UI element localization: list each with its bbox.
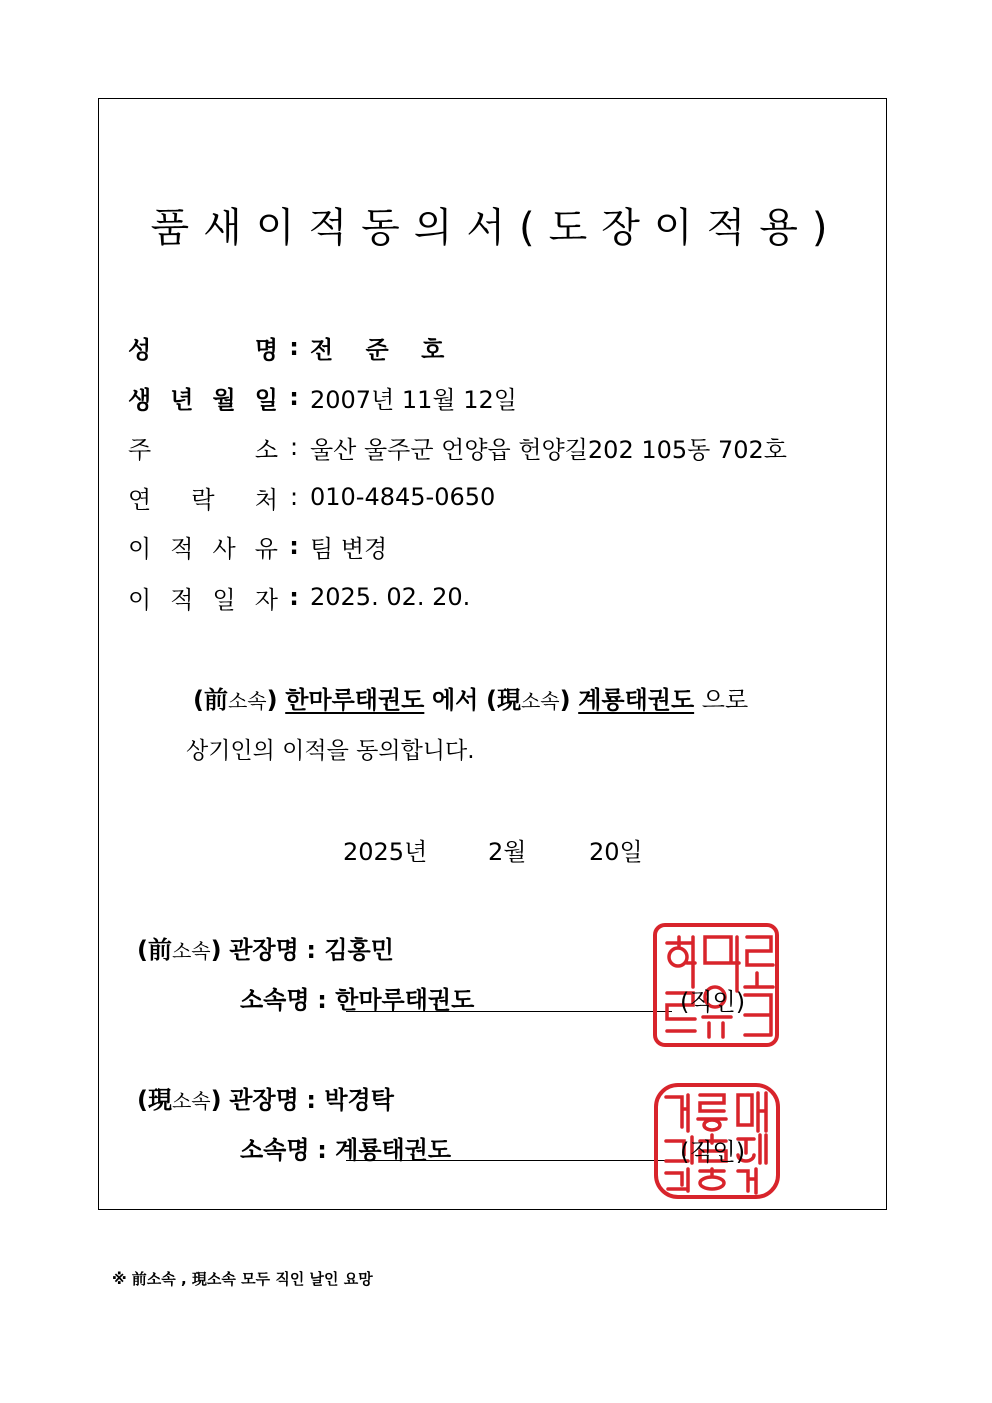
prev-org-row: 소속명 : 한마루태권도 bbox=[240, 986, 475, 1014]
colon: : bbox=[289, 333, 299, 361]
consent-line2: 상기인의 이적을 동의합니다. bbox=[186, 738, 475, 764]
field-reason-value: 팀 변경 bbox=[310, 534, 388, 563]
colon: : bbox=[289, 383, 299, 411]
footnote: ※ 前소속 , 現소속 모두 직인 날인 요망 bbox=[112, 1270, 373, 1288]
document-title: 품새이적동의서(도장이적용) bbox=[150, 205, 842, 251]
field-birth-row bbox=[128, 380, 517, 414]
date-year: 2025년 bbox=[343, 838, 428, 866]
field-transfer-date-value: 2025. 02. 20. bbox=[310, 583, 471, 611]
prev-head-name: 김홍민 bbox=[324, 936, 394, 964]
field-address-value: 울산 울주군 언양읍 헌양길202 105동 702호 bbox=[310, 435, 787, 464]
prev-org-name: 한마루태권도 bbox=[285, 686, 425, 714]
prev-seal-mark: (직인) bbox=[680, 988, 746, 1016]
field-contact-row bbox=[128, 480, 495, 514]
field-name-value: 전 준 호 bbox=[310, 335, 457, 364]
prev-signature-line bbox=[346, 1011, 672, 1012]
curr-org-name: 계룡태권도 bbox=[578, 686, 695, 714]
curr-org-signature-name: 계룡태권도 bbox=[335, 1136, 452, 1164]
field-transfer-date-row bbox=[128, 580, 470, 614]
prev-org-signature-name: 한마루태권도 bbox=[335, 986, 475, 1014]
field-reason-row bbox=[128, 529, 387, 563]
consent-statement: (前소속) 한마루태권도 에서 (現소속) 계룡태권도 으로 bbox=[193, 686, 749, 714]
prev-head-row: (前소속) 관장명 : 김홍민 bbox=[137, 936, 394, 964]
date-day: 20일 bbox=[589, 838, 643, 866]
colon: : bbox=[289, 583, 299, 611]
curr-seal-mark: (직인) bbox=[680, 1138, 746, 1166]
curr-head-row: (現소속) 관장명 : 박경탁 bbox=[137, 1086, 394, 1114]
field-transfer-date-label: 이 적 일 자 bbox=[128, 585, 278, 614]
colon: : bbox=[289, 532, 299, 560]
field-name-label: 성 명 bbox=[128, 335, 278, 364]
curr-head-name: 박경탁 bbox=[324, 1086, 394, 1114]
field-birth-value: 2007년 11월 12일 bbox=[310, 385, 517, 414]
colon: : bbox=[289, 433, 299, 461]
field-reason-label: 이 적 사 유 bbox=[128, 534, 278, 563]
curr-signature-line bbox=[346, 1160, 672, 1161]
date-month: 2월 bbox=[488, 838, 527, 866]
colon: : bbox=[289, 483, 299, 511]
field-name-row bbox=[128, 330, 456, 364]
field-birth-label: 생 년 월 일 bbox=[128, 385, 278, 414]
curr-org-row: 소속명 : 계룡태권도 bbox=[240, 1136, 452, 1164]
field-contact-value: 010-4845-0650 bbox=[310, 483, 496, 511]
field-address-label: 주 소 bbox=[128, 435, 278, 464]
field-contact-label: 연 락 처 bbox=[128, 485, 278, 514]
field-address-row bbox=[128, 430, 787, 464]
